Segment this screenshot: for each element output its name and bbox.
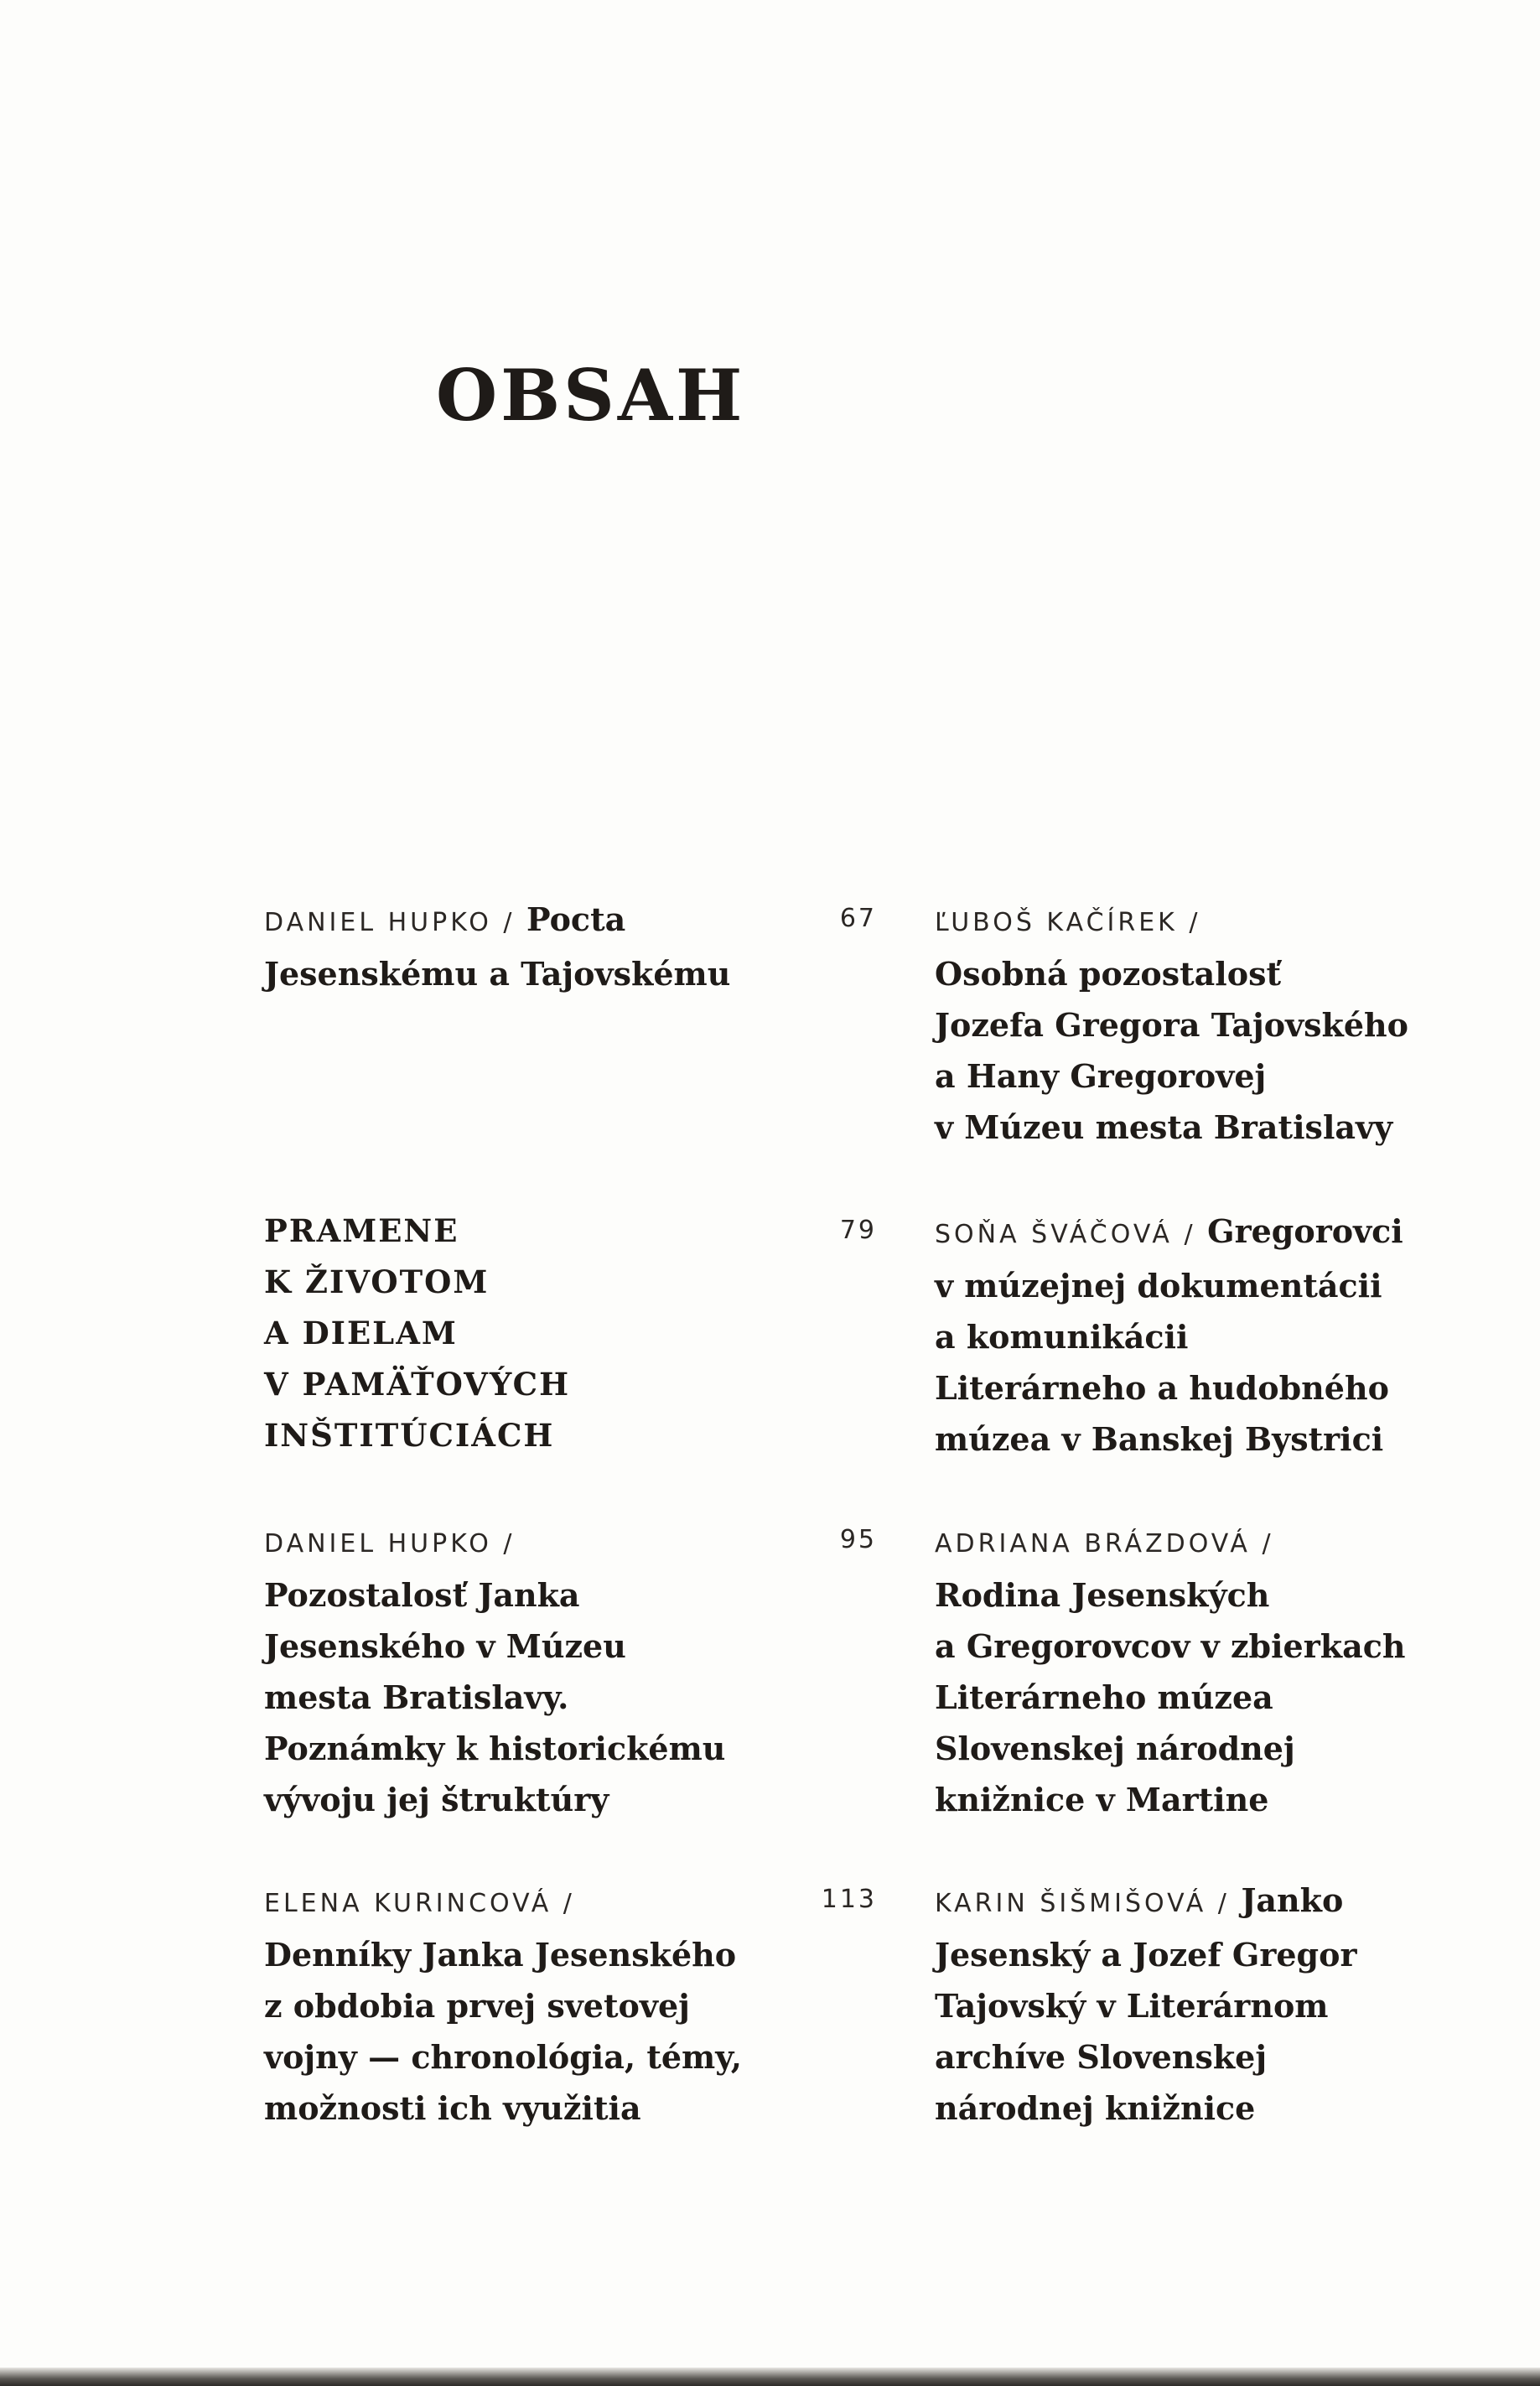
entry-title-line: Pocta <box>526 900 626 938</box>
entry-author: KARIN ŠIŠMIŠOVÁ <box>935 1889 1207 1918</box>
author-separator: / <box>1172 1220 1208 1249</box>
entry-title-line: v múzejnej dokumentácii <box>935 1267 1382 1305</box>
entry-title-line: Jozefa Gregora Tajovského <box>935 1006 1409 1044</box>
entry-author: ADRIANA BRÁZDOVÁ <box>935 1529 1251 1559</box>
entry-title-line: národnej knižnice <box>935 2089 1256 2127</box>
entry-first-line <box>935 1515 1405 1569</box>
entry-title-line: Gregorovci <box>1207 1212 1403 1250</box>
page-number: 95 <box>839 1525 877 1554</box>
author-separator: / <box>552 1889 575 1918</box>
section-title-line: V PAMÄŤOVÝCH <box>264 1366 571 1403</box>
entry-title-line: možnosti ich využitia <box>264 2089 641 2127</box>
entry-title-line: Jesenskému a Tajovskému <box>264 955 731 993</box>
author-separator: / <box>1206 1889 1242 1918</box>
entry-title-line: Jesenského v Múzeu <box>264 1627 626 1665</box>
entry-author: DANIEL HUPKO <box>264 1529 492 1559</box>
entry-title-line: Literárneho a hudobného <box>935 1369 1389 1407</box>
entry-title-line: Denníky Janka Jesenského <box>264 1936 737 1974</box>
entry-first-line <box>264 1515 725 1569</box>
entry-title-line: Slovenskej národnej <box>935 1730 1295 1767</box>
entry-title-line: v Múzeu mesta Bratislavy <box>935 1108 1393 1146</box>
entry-title-line: Literárneho múzea <box>935 1678 1273 1716</box>
entry-title-line: Pozostalosť Janka <box>264 1576 580 1614</box>
entry-title-line: Janko <box>1241 1881 1344 1919</box>
page-bottom-edge <box>0 2368 1540 2386</box>
entry-title-line: archíve Slovenskej <box>935 2038 1268 2076</box>
entry-author: DANIEL HUPKO <box>264 908 492 937</box>
page-number: 79 <box>839 1216 877 1245</box>
entry-author: ĽUBOŠ KAČÍREK <box>935 908 1178 937</box>
page-number: 113 <box>821 1885 877 1914</box>
entry-title-line: vojny — chronológia, témy, <box>264 2038 742 2076</box>
entry-first-line <box>264 894 730 948</box>
entry-title-line: Rodina Jesenských <box>935 1576 1270 1614</box>
entry-title-line: múzea v Banskej Bystrici <box>935 1420 1384 1458</box>
entry-title-line: knižnice v Martine <box>935 1781 1269 1818</box>
entry-title-line: a Gregorovcov v zbierkach <box>935 1627 1406 1665</box>
author-separator: / <box>1250 1529 1274 1559</box>
author-separator: / <box>491 1529 516 1559</box>
entry-title-line: mesta Bratislavy. <box>264 1678 569 1716</box>
author-separator: / <box>1177 908 1201 937</box>
entry-first-line <box>264 1875 742 1929</box>
entry-author: ELENA KURINCOVÁ <box>264 1889 552 1918</box>
entry-title-line: vývoju jej štruktúry <box>264 1781 609 1818</box>
entry-title-line: Jesenský a Jozef Gregor <box>935 1936 1357 1974</box>
section-title-line: PRAMENE <box>264 1212 459 1249</box>
entry-title-line: a Hany Gregorovej <box>935 1057 1267 1095</box>
page-title: OBSAH <box>436 354 746 437</box>
page-number: 67 <box>839 904 877 933</box>
author-separator: / <box>491 908 527 937</box>
entry-title-line: Tajovský v Literárnom <box>935 1987 1329 2025</box>
entry-first-line <box>935 1875 1356 1929</box>
entry-first-line <box>935 1206 1403 1260</box>
section-title-line: A DIELAM <box>264 1315 458 1351</box>
entry-title-line: Osobná pozostalosť <box>935 955 1282 993</box>
entry-title-line: a komunikácii <box>935 1318 1189 1356</box>
entry-title-line: z obdobia prvej svetovej <box>264 1987 690 2025</box>
section-title-line: K ŽIVOTOM <box>264 1263 490 1300</box>
section-title-line: INŠTITÚCIÁCH <box>264 1417 555 1454</box>
entry-title-line: Poznámky k historickému <box>264 1730 726 1767</box>
entry-first-line <box>935 894 1408 948</box>
entry-author: SOŇA ŠVÁČOVÁ <box>935 1220 1173 1249</box>
